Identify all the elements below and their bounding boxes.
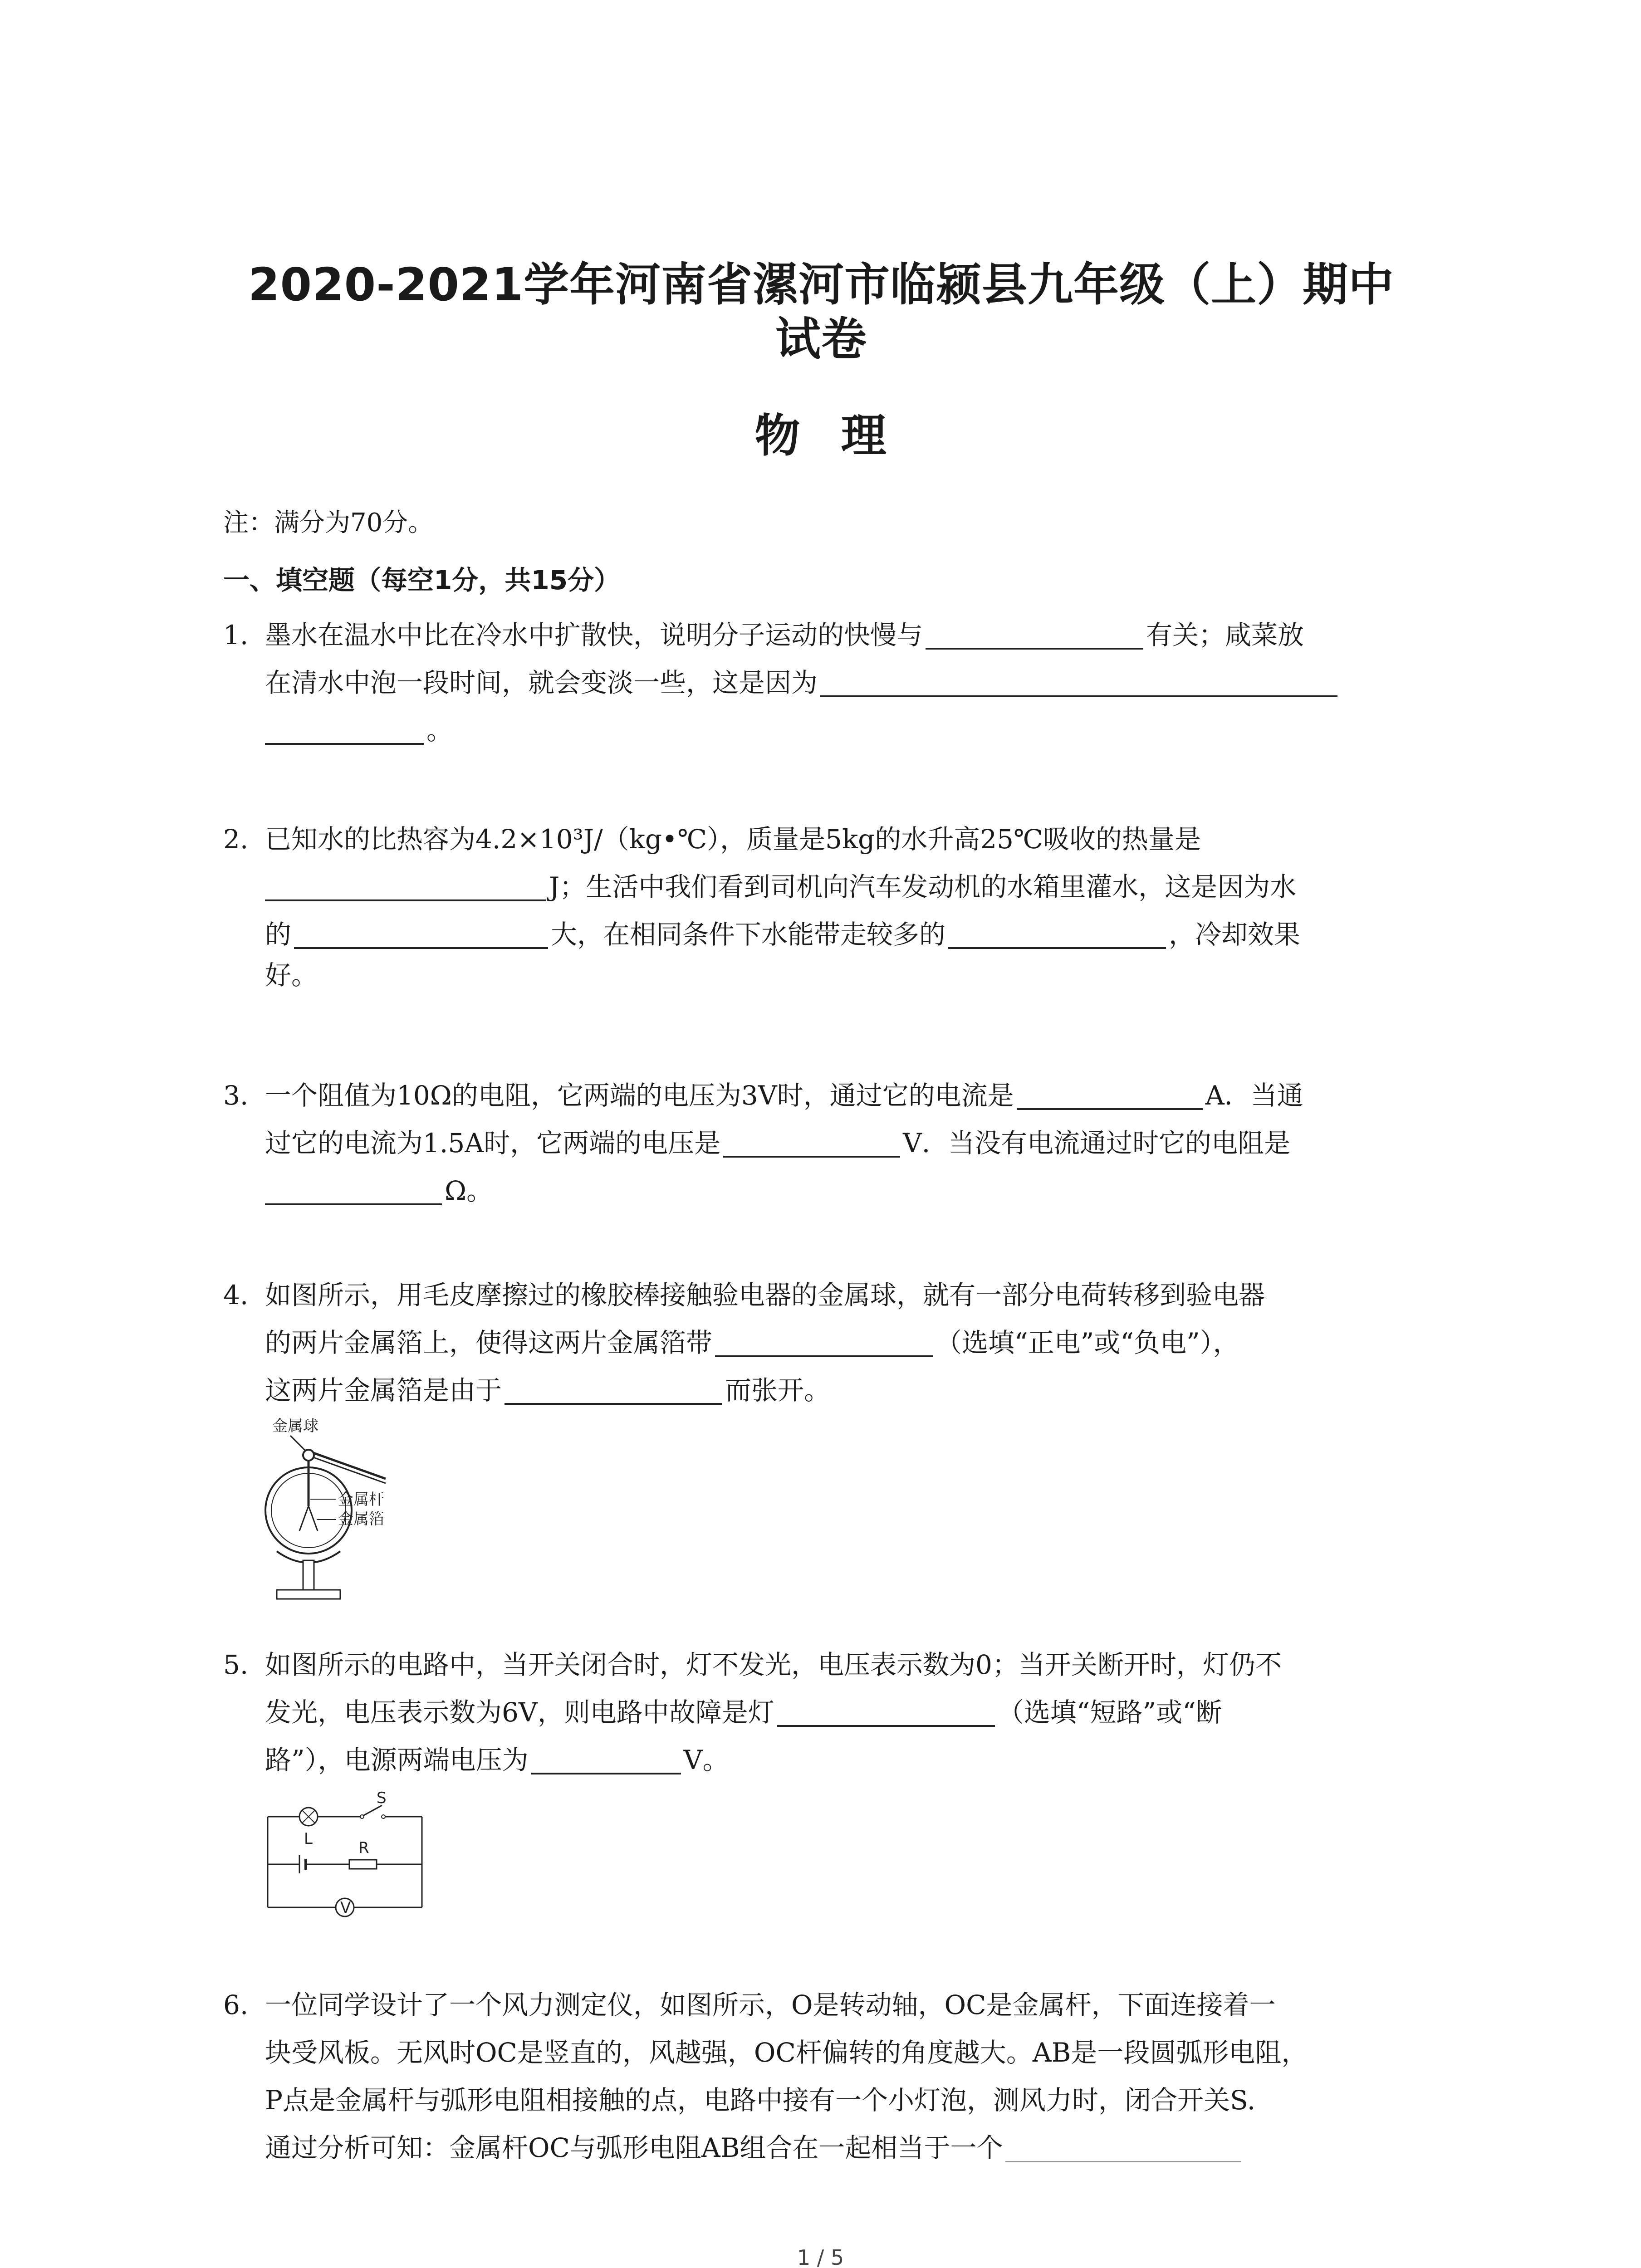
metal-ball xyxy=(303,1450,314,1461)
answer-blank[interactable] xyxy=(820,668,1337,697)
label-lamp: L xyxy=(304,1830,313,1848)
answer-blank[interactable] xyxy=(1005,2134,1241,2162)
metal-foil-right xyxy=(309,1506,318,1531)
stand-post xyxy=(303,1560,314,1592)
question-text: 过它的电流为1.5A时，它两端的电压是 xyxy=(265,1128,721,1158)
question-text: 一位同学设计了一个风力测定仪，如图所示，O是转动轴，OC是金属杆，下面连接着一 xyxy=(265,1989,1276,2020)
answer-blank[interactable] xyxy=(265,872,546,901)
question-text: 如图所示，用毛皮摩擦过的橡胶棒接触验电器的金属球，就有一部分电荷转移到验电器 xyxy=(265,1280,1265,1310)
question-text: 在清水中泡一段时间，就会变淡一些，这是因为 xyxy=(265,667,818,698)
answer-blank[interactable] xyxy=(723,1129,900,1158)
answer-blank[interactable] xyxy=(265,716,424,745)
label-metal-rod: 金属杆 xyxy=(338,1491,384,1509)
question-text: J；生活中我们看到司机向汽车发动机的水箱里灌水，这是因为水 xyxy=(549,871,1297,902)
question-text: 而张开。 xyxy=(725,1375,831,1406)
label-voltmeter: V xyxy=(340,1899,351,1917)
question-text: A．当通 xyxy=(1205,1080,1303,1111)
title-line-2: 试卷 xyxy=(775,313,867,366)
question-text: P点是金属杆与弧形电阻相接触的点，电路中接有一个小灯泡，测风力时，闭合开关S. xyxy=(265,2085,1256,2116)
answer-blank[interactable] xyxy=(531,1745,681,1774)
label-resistor: R xyxy=(358,1839,369,1857)
section-heading: 一、填空题（每空1分，共15分） xyxy=(223,565,621,596)
resistor-symbol xyxy=(349,1860,377,1869)
question-number: 6. xyxy=(223,1989,249,2020)
switch-contact xyxy=(382,1815,385,1818)
page-number: 1 / 5 xyxy=(797,2245,844,2268)
answer-blank[interactable] xyxy=(1017,1081,1203,1110)
question-text: 。 xyxy=(426,715,453,746)
circuit-figure xyxy=(263,1785,431,1926)
question-text: （选填“正电”或“负电”）， xyxy=(936,1327,1239,1358)
question-number: 4. xyxy=(223,1280,249,1310)
electroscope-figure xyxy=(263,1415,445,1606)
stand-base xyxy=(277,1590,340,1599)
title-line-1: 2020-2021学年河南省漯河市临颍县九年级（上）期中 xyxy=(248,258,1395,311)
label-metal-ball: 金属球 xyxy=(272,1417,318,1435)
subject-heading: 物理 xyxy=(754,409,927,462)
question-text: 的两片金属箔上，使得这两片金属箔带 xyxy=(265,1327,713,1358)
question-text: V．当没有电流通过时它的电阻是 xyxy=(903,1128,1291,1158)
answer-blank[interactable] xyxy=(715,1328,933,1357)
question-text: V。 xyxy=(683,1745,729,1775)
question-text: 大，在相同条件下水能带走较多的 xyxy=(551,919,946,950)
answer-blank[interactable] xyxy=(505,1376,722,1405)
question-text: 通过分析可知：金属杆OC与弧形电阻AB组合在一起相当于一个 xyxy=(265,2132,1003,2163)
question-number: 2. xyxy=(223,824,249,855)
answer-blank[interactable] xyxy=(294,920,548,949)
question-text: 的 xyxy=(265,919,292,950)
answer-blank[interactable] xyxy=(926,621,1143,650)
question-text: 好。 xyxy=(265,960,318,991)
question-text: 一个阻值为10Ω的电阻，它两端的电压为3V时，通过它的电流是 xyxy=(265,1080,1014,1111)
label-switch: S xyxy=(377,1789,387,1807)
question-text: 已知水的比热容为4.2×10³J/（kg•℃），质量是5kg的水升高25℃吸收的热量是 xyxy=(265,824,1201,855)
ball-leader-line xyxy=(290,1436,306,1452)
question-text: 这两片金属箔是由于 xyxy=(265,1375,502,1406)
question-number: 1. xyxy=(223,620,249,650)
question-text: 如图所示的电路中，当开关闭合时，灯不发光，电压表示数为0；当开关断开时，灯仍不 xyxy=(265,1649,1282,1680)
question-text: 发光，电压表示数为6V，则电路中故障是灯 xyxy=(265,1697,774,1728)
answer-blank[interactable] xyxy=(777,1698,995,1727)
question-text: 墨水在温水中比在冷水中扩散快，说明分子运动的快慢与 xyxy=(265,620,923,650)
question-text: 有关；咸菜放 xyxy=(1146,620,1304,650)
rubber-rod xyxy=(312,1452,386,1479)
label-metal-foil: 金属箔 xyxy=(338,1510,384,1528)
question-text: 路”），电源两端电压为 xyxy=(265,1745,529,1775)
score-note: 注：满分为70分。 xyxy=(223,508,434,538)
document-title xyxy=(150,258,1493,367)
question-text: ，冷却效果 xyxy=(1169,919,1301,950)
question-number: 5. xyxy=(223,1649,249,1680)
question-number: 3. xyxy=(223,1080,249,1111)
metal-foil-left xyxy=(299,1506,309,1531)
answer-blank[interactable] xyxy=(265,1176,442,1205)
question-text: （选填“短路”或“断 xyxy=(997,1697,1222,1728)
question-text: Ω。 xyxy=(445,1175,493,1206)
answer-blank[interactable] xyxy=(948,920,1166,949)
question-text: 块受风板。无风时OC是竖直的，风越强，OC杆偏转的角度越大。AB是一段圆弧形电阻， xyxy=(265,2037,1308,2068)
